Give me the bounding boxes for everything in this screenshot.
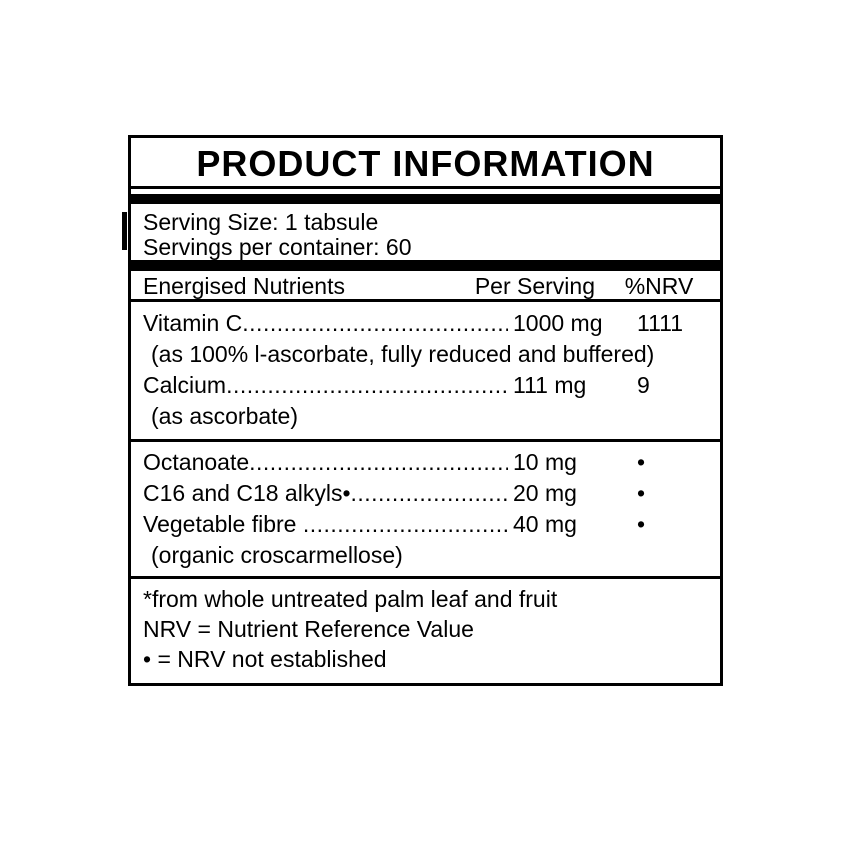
dot-leader [351,478,509,509]
column-header-nrv: %NRV [624,273,694,299]
nutrient-group-secondary [131,442,720,579]
dot-leader [226,370,508,401]
column-header-per-serving: Per Serving [474,273,595,299]
nutrient-amount: 111 mg [513,372,587,398]
separator-bar-top [131,194,720,204]
nutrient-name: Vegetable fibre [143,511,303,537]
table-row [143,509,710,540]
dot-leader [242,308,508,339]
footnote-line: *from whole untreated palm leaf and fruit [143,586,558,612]
print-artifact-mark [122,212,127,250]
label-title: PRODUCT INFORMATION [131,138,720,189]
nutrient-name: Calcium [143,372,227,398]
serving-size-line: Serving Size: 1 tabsule [143,209,379,235]
footnote-line: • = NRV not established [143,646,387,672]
product-information-label [128,135,723,686]
nutrient-name-cell [143,370,508,401]
nutrient-amount: 10 mg [513,449,577,475]
nutrient-nrv-value: 1111 [637,310,684,336]
separator-bar-middle [131,260,720,271]
nutrient-name-cell [143,308,508,339]
nutrient-name: C16 and C18 alkyls• [143,480,351,506]
nutrient-nrv-bullet: • [637,449,646,475]
nutrient-name-cell [143,447,508,478]
footnotes-section [131,579,720,674]
servings-per-container-line: Servings per container: 60 [143,234,412,260]
nutrient-name: Vitamin C [143,310,243,336]
nutrient-note: (as 100% l-ascorbate, fully reduced and buffered) [151,341,655,367]
nutrient-nrv-value: 9 [637,372,650,398]
footnote-line: NRV = Nutrient Reference Value [143,616,474,642]
nutrient-nrv-bullet: • [637,511,646,537]
column-header-nutrients: Energised Nutrients [143,273,345,299]
dot-leader [303,509,508,540]
nutrient-amount: 40 mg [513,511,577,537]
nutrients-table-header [131,271,720,302]
nutrient-name-cell [143,478,508,509]
nutrient-nrv-bullet: • [637,480,646,506]
table-row [143,478,710,509]
table-row [143,370,710,401]
table-row [143,447,710,478]
serving-section [131,204,720,260]
table-row [143,308,710,339]
nutrient-note: (organic croscarmellose) [151,542,403,568]
nutrient-name-cell [143,509,508,540]
nutrient-name: Octanoate [143,449,250,475]
dot-leader [249,447,508,478]
nutrient-group-primary [131,302,720,442]
nutrient-amount: 1000 mg [513,310,603,336]
nutrient-note: (as ascorbate) [151,403,299,429]
nutrient-amount: 20 mg [513,480,577,506]
